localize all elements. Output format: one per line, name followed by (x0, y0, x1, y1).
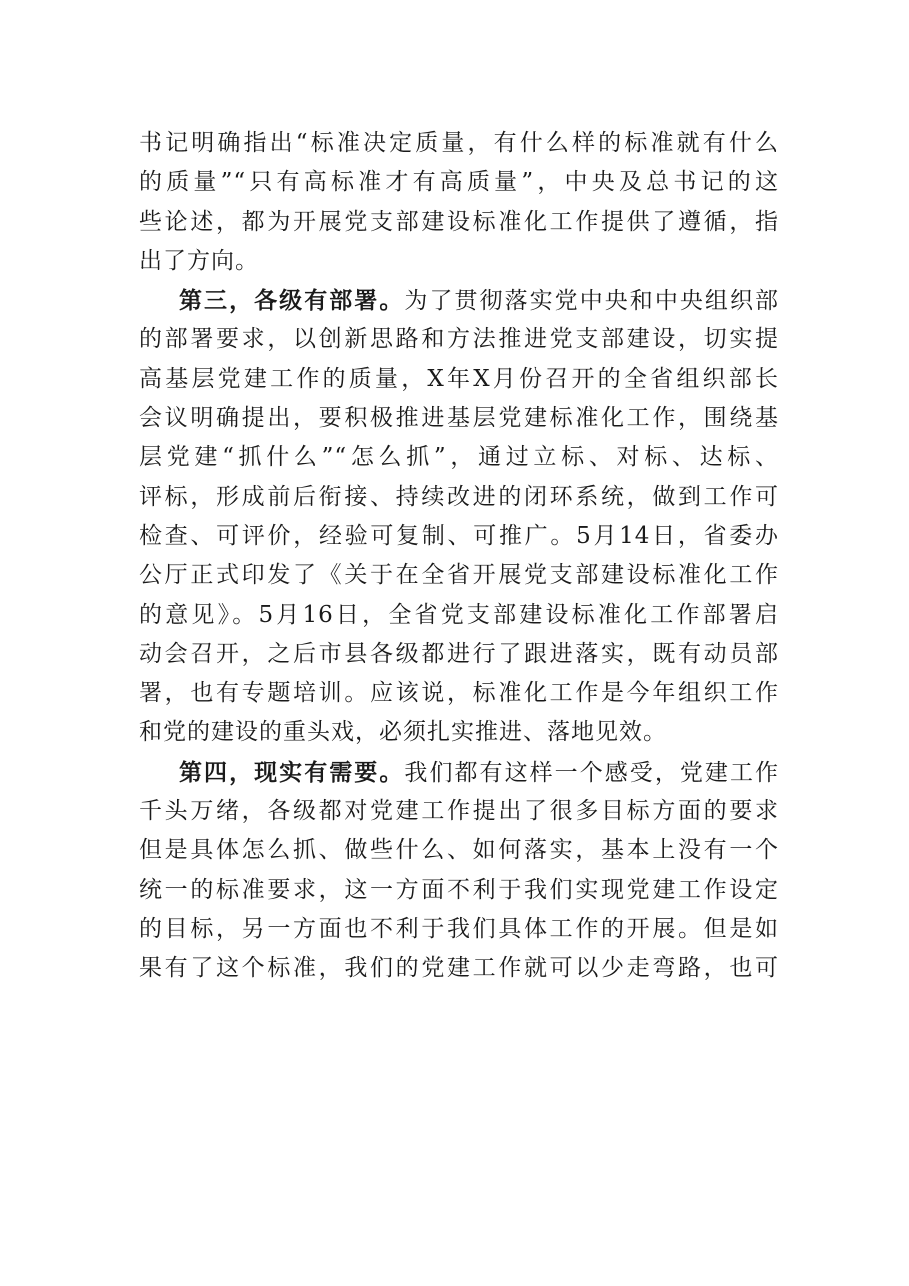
text-line: 层党建“抓什么”“怎么抓”，通过立标、对标、达标、 (139, 444, 779, 471)
text-line: 果有了这个标准，我们的党建工作就可以少走弯路，也可 (139, 955, 779, 982)
section-heading: 第三，各级有部署。 (179, 287, 405, 315)
text-line: 和党的建设的重头戏，必须扎实推进、落地见效。 (139, 719, 667, 746)
text-line: 的质量”“只有高标准才有高质量”，中央及总书记的这 (139, 169, 779, 196)
paragraph-1 (139, 124, 779, 281)
text-run: 我们都有这样一个感受，党建工作 (404, 759, 780, 786)
text-line: 千头万绪，各级都对党建工作提出了很多目标方面的要求 (139, 798, 779, 825)
text-line: 的意见》。5月16日，全省党支部建设标准化工作部署启 (139, 601, 779, 628)
text-line: 书记明确指出“标准决定质量，有什么样的标准就有什么 (139, 130, 779, 156)
text-line: 统一的标准要求，这一方面不利于我们实现党建工作设定 (139, 876, 779, 903)
text-line: 会议明确提出，要积极推进基层党建标准化工作，围绕基 (139, 405, 779, 432)
text-line: 动会召开，之后市县各级都进行了跟进落实，既有动员部 (139, 640, 779, 667)
text-line (139, 281, 779, 320)
document-body (139, 124, 779, 989)
text-line: 公厅正式印发了《关于在全省开展党支部建设标准化工作 (139, 562, 779, 589)
text-line: 但是具体怎么抓、做些什么、如何落实，基本上没有一个 (139, 837, 779, 864)
paragraph-3 (139, 753, 779, 989)
text-line: 署，也有专题培训。应该说，标准化工作是今年组织工作 (139, 680, 779, 707)
text-line: 检查、可评价，经验可复制、可推广。5月14日，省委办 (139, 522, 779, 549)
text-line: 出了方向。 (139, 247, 259, 274)
section-heading: 第四，现实有需要。 (179, 758, 405, 786)
paragraph-2 (139, 281, 779, 753)
text-line (139, 753, 779, 792)
text-line: 评标，形成前后衔接、持续改进的闭环系统，做到工作可 (139, 483, 779, 510)
text-line: 些论述，都为开展党支部建设标准化工作提供了遵循，指 (139, 208, 779, 235)
text-run: 为了贯彻落实党中央和中央组织部 (404, 288, 780, 315)
text-line: 高基层党建工作的质量，X年X月份召开的全省组织部长 (139, 365, 779, 392)
text-line: 的部署要求，以创新思路和方法推进党支部建设，切实提 (139, 326, 779, 353)
text-line: 的目标，另一方面也不利于我们具体工作的开展。但是如 (139, 915, 779, 942)
